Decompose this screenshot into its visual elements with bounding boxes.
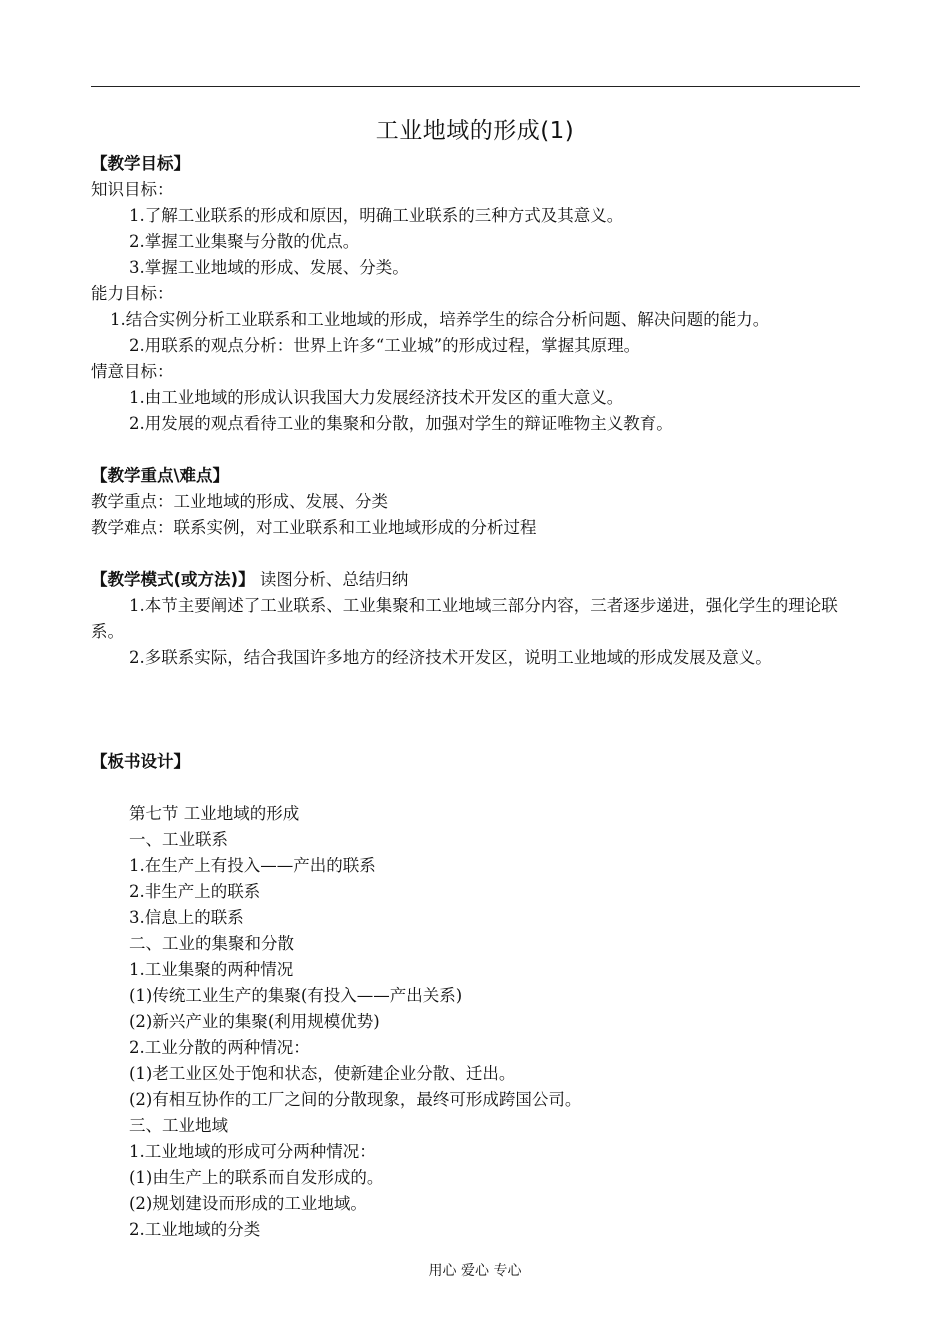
mode-item: 2.多联系实际，结合我国许多地方的经济技术开发区，说明工业地域的形成发展及意义。 — [129, 648, 772, 667]
difficult-point: 教学难点：联系实例，对工业联系和工业地域形成的分析过程 — [91, 518, 537, 537]
knowledge-item: 1.了解工业联系的形成和原因，明确工业联系的三种方式及其意义。 — [129, 206, 624, 225]
board-line: 一、工业联系 — [129, 830, 228, 849]
board-line: 第七节 工业地域的形成 — [129, 804, 300, 823]
board-line: 1.在生产上有投入——产出的联系 — [129, 856, 376, 875]
mode-text: 读图分析、总结归纳 — [259, 570, 409, 589]
page-footer: 用心 爱心 专心 — [428, 1263, 522, 1279]
section-header-key: 【教学重点\难点】 — [91, 466, 230, 485]
ability-item: 1.结合实例分析工业联系和工业地域的形成，培养学生的综合分析问题、解决问题的能力。 — [110, 310, 770, 329]
board-line: 2.非生产上的联系 — [129, 882, 261, 901]
ability-item: 2.用联系的观点分析：世界上许多“工业城”的形成过程，掌握其原理。 — [129, 336, 641, 355]
knowledge-item: 3.掌握工业地域的形成、发展、分类。 — [129, 258, 409, 277]
knowledge-item: 2.掌握工业集聚与分散的优点。 — [129, 232, 360, 251]
mode-item: 1.本节主要阐述了工业联系、工业集聚和工业地域三部分内容，三者逐步递进，强化学生的理论联系。 — [91, 596, 838, 641]
board-line: (2)有相互协作的工厂之间的分散现象，最终可形成跨国公司。 — [129, 1090, 582, 1109]
ability-label: 能力目标： — [91, 284, 174, 303]
board-line: 2.工业分散的两种情况： — [129, 1038, 310, 1057]
section-header-goals: 【教学目标】 — [91, 154, 190, 173]
page-title: 工业地域的形成(1) — [375, 118, 575, 144]
knowledge-label: 知识目标： — [91, 180, 174, 199]
header-rule — [91, 86, 860, 87]
board-line: (2)规划建设而形成的工业地域。 — [129, 1194, 367, 1213]
section-header-board: 【板书设计】 — [91, 752, 190, 771]
board-line: (1)传统工业生产的集聚(有投入——产出关系) — [129, 986, 463, 1005]
emotion-item: 1.由工业地域的形成认识我国大力发展经济技术开发区的重大意义。 — [129, 388, 624, 407]
mode-line — [91, 567, 408, 593]
section-header-mode: 【教学模式(或方法)】 — [91, 570, 255, 589]
board-line: 三、工业地域 — [129, 1116, 228, 1135]
board-line: (2)新兴产业的集聚(利用规模优势) — [129, 1012, 380, 1031]
board-line: 1.工业地域的形成可分两种情况： — [129, 1142, 376, 1161]
emotion-label: 情意目标： — [91, 362, 174, 381]
key-point: 教学重点：工业地域的形成、发展、分类 — [91, 492, 388, 511]
board-line: 3.信息上的联系 — [129, 908, 244, 927]
board-line: (1)老工业区处于饱和状态，使新建企业分散、迁出。 — [129, 1064, 516, 1083]
board-line: 2.工业地域的分类 — [129, 1220, 261, 1239]
board-line: 1.工业集聚的两种情况 — [129, 960, 294, 979]
board-line: (1)由生产上的联系而自发形成的。 — [129, 1168, 384, 1187]
emotion-item: 2.用发展的观点看待工业的集聚和分散，加强对学生的辩证唯物主义教育。 — [129, 414, 673, 433]
board-line: 二、工业的集聚和分散 — [129, 934, 294, 953]
